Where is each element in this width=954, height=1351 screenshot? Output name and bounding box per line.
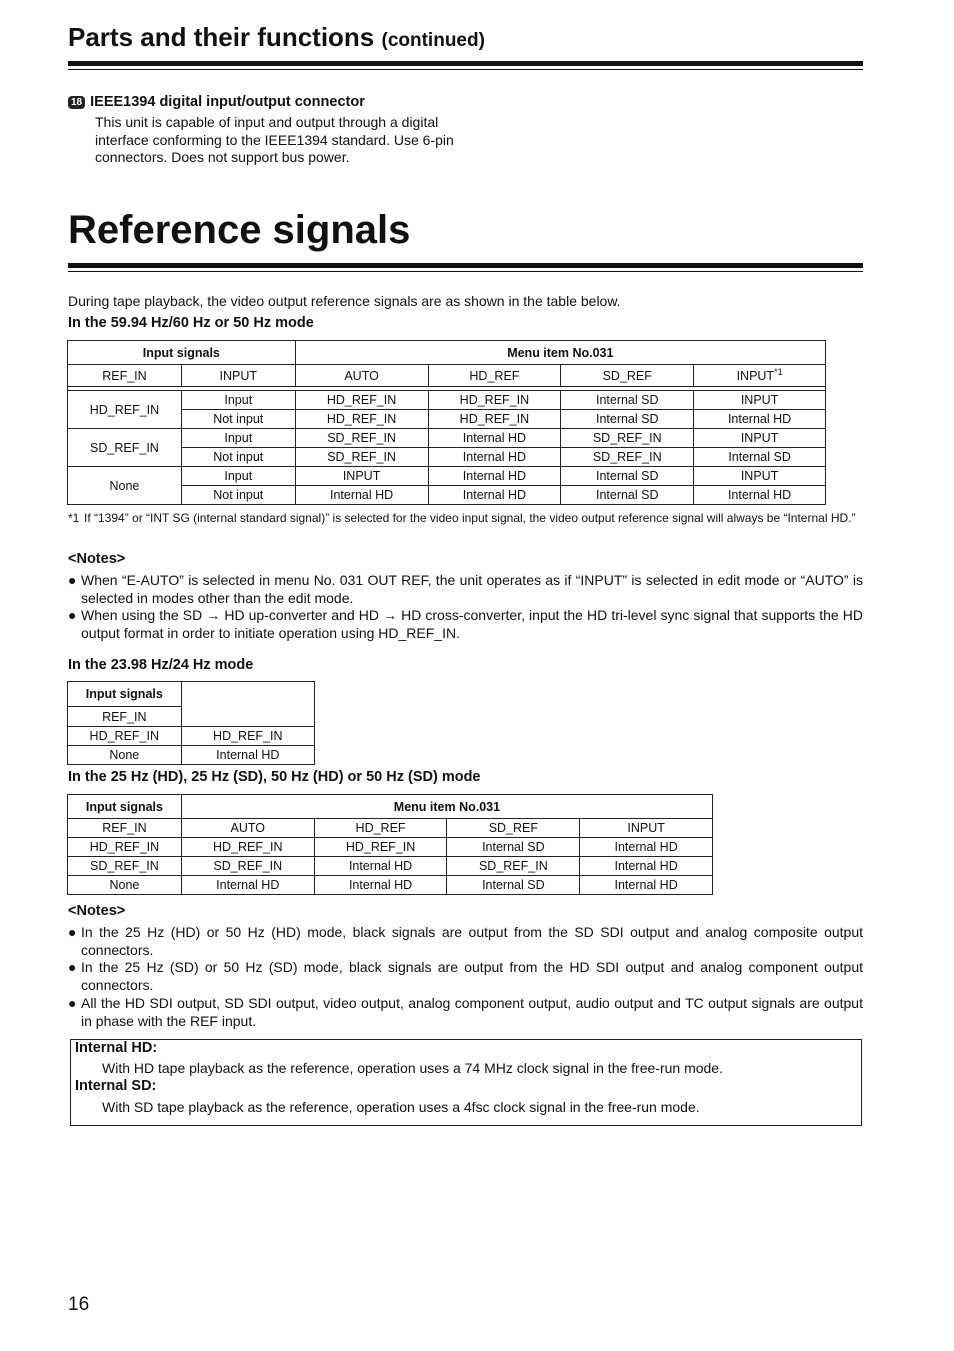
table3-col-auto: AUTO [181, 819, 314, 838]
connector-description: This unit is capable of input and output through a digital interface conforming to the IEEE1394 standard. Use 6-pin connectors. Does not support bus power. [95, 114, 454, 165]
table2-subhead: In the 23.98 Hz/24 Hz mode [68, 657, 254, 673]
table-cell: Internal SD [561, 391, 694, 410]
table-cell: HD_REF_IN [428, 391, 561, 410]
title-rule-thin [68, 271, 863, 272]
table-cell: None [68, 746, 182, 765]
table-cell: HD_REF_IN [181, 838, 314, 857]
table-cell: Internal HD [428, 448, 561, 467]
table-cell: INPUT [295, 467, 428, 486]
bullet-icon: ● [68, 607, 77, 623]
table-cell: HD_REF_IN [181, 727, 314, 746]
table-cell: Internal SD [694, 448, 826, 467]
title-rule-thick [68, 263, 863, 268]
table-cell: HD_REF_IN [314, 838, 447, 857]
table-cell: Internal HD [428, 467, 561, 486]
table-cell: Internal HD [181, 746, 314, 765]
table-cell: HD_REF_IN [68, 727, 182, 746]
table-cell: Internal HD [694, 486, 826, 505]
definition-desc: With SD tape playback as the reference, operation uses a 4fsc clock signal in the free-run mode. [102, 1099, 700, 1115]
table-cell: Internal HD [694, 410, 826, 429]
bullet-icon: ● [68, 572, 77, 588]
reference-table-25hz [67, 794, 713, 895]
connector-heading-text: IEEE1394 digital input/output connector [90, 94, 365, 110]
table-cell: Internal SD [447, 876, 580, 895]
table1-col-ref-in: REF_IN [68, 365, 182, 387]
header-continued: (continued) [381, 30, 485, 51]
table-cell: Internal HD [428, 486, 561, 505]
table-row [68, 448, 826, 467]
table-cell: Internal SD [447, 838, 580, 857]
table3-header-menu: Menu item No.031 [181, 795, 712, 819]
table-cell: Internal HD [580, 857, 713, 876]
table-row [68, 838, 713, 857]
table-cell: Internal HD [580, 838, 713, 857]
bullet-icon: ● [68, 959, 77, 975]
table-row [68, 410, 826, 429]
note-text: In the 25 Hz (SD) or 50 Hz (SD) mode, black signals are output from the HD SDI output and analog component output connectors. [81, 959, 863, 993]
header-rule-thin [68, 69, 863, 70]
table-cell: SD_REF_IN [68, 857, 182, 876]
notes1-heading: <Notes> [68, 551, 126, 567]
header-title-text: Parts and their functions [68, 22, 375, 52]
intro-text: During tape playback, the video output reference signals are as shown in the table below. [68, 293, 621, 309]
note-text: All the HD SDI output, SD SDI output, video output, analog component output, audio output and TC output signals are output in phase with the REF input. [81, 995, 863, 1029]
table-row [68, 746, 315, 765]
table-cell: Internal SD [561, 467, 694, 486]
table-row [68, 429, 826, 448]
table-cell: HD_REF_IN [68, 838, 182, 857]
table-cell: Internal HD [314, 876, 447, 895]
table-cell: Input [181, 429, 295, 448]
section-title: Reference signals [68, 208, 411, 252]
page-number: 16 [68, 1294, 90, 1315]
definition-term: Internal HD: [75, 1040, 158, 1056]
table1-group-label: HD_REF_IN [68, 391, 182, 429]
table-cell: SD_REF_IN [561, 448, 694, 467]
table-cell: INPUT [694, 391, 826, 410]
table-cell: INPUT [694, 467, 826, 486]
table1-footnote-marker: *1 [774, 367, 783, 378]
table-cell: Internal HD [181, 876, 314, 895]
table-row [68, 857, 713, 876]
table-cell: HD_REF_IN [295, 410, 428, 429]
table-cell: Not input [181, 486, 295, 505]
table1-col-sd-ref: SD_REF [561, 365, 694, 387]
table-cell: Internal HD [580, 876, 713, 895]
table-cell: Not input [181, 410, 295, 429]
table-cell: Internal SD [561, 486, 694, 505]
table-cell: None [68, 876, 182, 895]
note-text: In the 25 Hz (HD) or 50 Hz (HD) mode, black signals are output from the SD SDI output and analog composite output connectors. [81, 924, 863, 958]
table2-col-ref-in: REF_IN [68, 707, 182, 727]
note-text: When “E-AUTO” is selected in menu No. 031 OUT REF, the unit operates as if “INPUT” is selected in edit mode or “AUTO” is selected in modes other than the edit mode. [81, 572, 863, 606]
header-rule-thick [68, 61, 863, 66]
table-row [68, 467, 826, 486]
table-cell: SD_REF_IN [181, 857, 314, 876]
table3-col-input: INPUT [580, 819, 713, 838]
reference-table-60hz [67, 340, 826, 505]
table-row [68, 727, 315, 746]
table-cell: INPUT [694, 429, 826, 448]
table3-col-ref-in: REF_IN [68, 819, 182, 838]
table-row [68, 486, 826, 505]
table3-col-sd-ref: SD_REF [447, 819, 580, 838]
table-cell: Not input [181, 448, 295, 467]
definition-desc: With HD tape playback as the reference, operation uses a 74 MHz clock signal in the free-run mode. [102, 1060, 723, 1076]
table1-group-label: SD_REF_IN [68, 429, 182, 467]
table-cell: Input [181, 467, 295, 486]
table-cell: SD_REF_IN [561, 429, 694, 448]
table-cell: HD_REF_IN [428, 410, 561, 429]
table-cell: Internal HD [295, 486, 428, 505]
table-row [68, 876, 713, 895]
footnote-index: *1 [68, 511, 80, 525]
table2-header-input: Input signals [68, 682, 182, 707]
table1-header-menu: Menu item No.031 [295, 341, 825, 365]
connector-number-badge: 18 [68, 96, 85, 109]
table-cell: Internal HD [428, 429, 561, 448]
table1-header-input: Input signals [68, 341, 296, 365]
table1-col-input: INPUT [181, 365, 295, 387]
table1-group-label: None [68, 467, 182, 505]
table1-col-auto: AUTO [295, 365, 428, 387]
note-text: When using the SD → HD up-converter and HD → HD cross-converter, input the HD tri-level sync signal that supports the HD output format in order to initiate operation using HD_REF_IN. [81, 607, 863, 641]
page-header-title [68, 22, 485, 53]
notes2-heading: <Notes> [68, 903, 126, 919]
table-cell: Internal HD [314, 857, 447, 876]
definitions-box [70, 1039, 862, 1126]
table1-subhead: In the 59.94 Hz/60 Hz or 50 Hz mode [68, 315, 314, 331]
footnote-text: If “1394” or “INT SG (internal standard signal)” is selected for the video input signal, the video output reference signal will always be “Internal HD.” [84, 511, 856, 525]
reference-table-24hz [67, 681, 315, 765]
table3-subhead: In the 25 Hz (HD), 25 Hz (SD), 50 Hz (HD) or 50 Hz (SD) mode [68, 769, 481, 785]
table-row [68, 391, 826, 410]
connector-heading [68, 94, 365, 110]
table-cell: Input [181, 391, 295, 410]
table3-header-input: Input signals [68, 795, 182, 819]
table1-col-input-out-label: INPUT [736, 369, 775, 384]
table-cell: Internal SD [561, 410, 694, 429]
table3-col-hd-ref: HD_REF [314, 819, 447, 838]
bullet-icon: ● [68, 995, 77, 1011]
table-cell: SD_REF_IN [447, 857, 580, 876]
definition-term: Internal SD: [75, 1078, 157, 1094]
table-cell: HD_REF_IN [295, 391, 428, 410]
table-cell: SD_REF_IN [295, 448, 428, 467]
table1-col-hd-ref: HD_REF [428, 365, 561, 387]
table2-header-blank [181, 682, 314, 727]
table1-col-input-out [694, 365, 826, 387]
table-cell: SD_REF_IN [295, 429, 428, 448]
bullet-icon: ● [68, 924, 77, 940]
